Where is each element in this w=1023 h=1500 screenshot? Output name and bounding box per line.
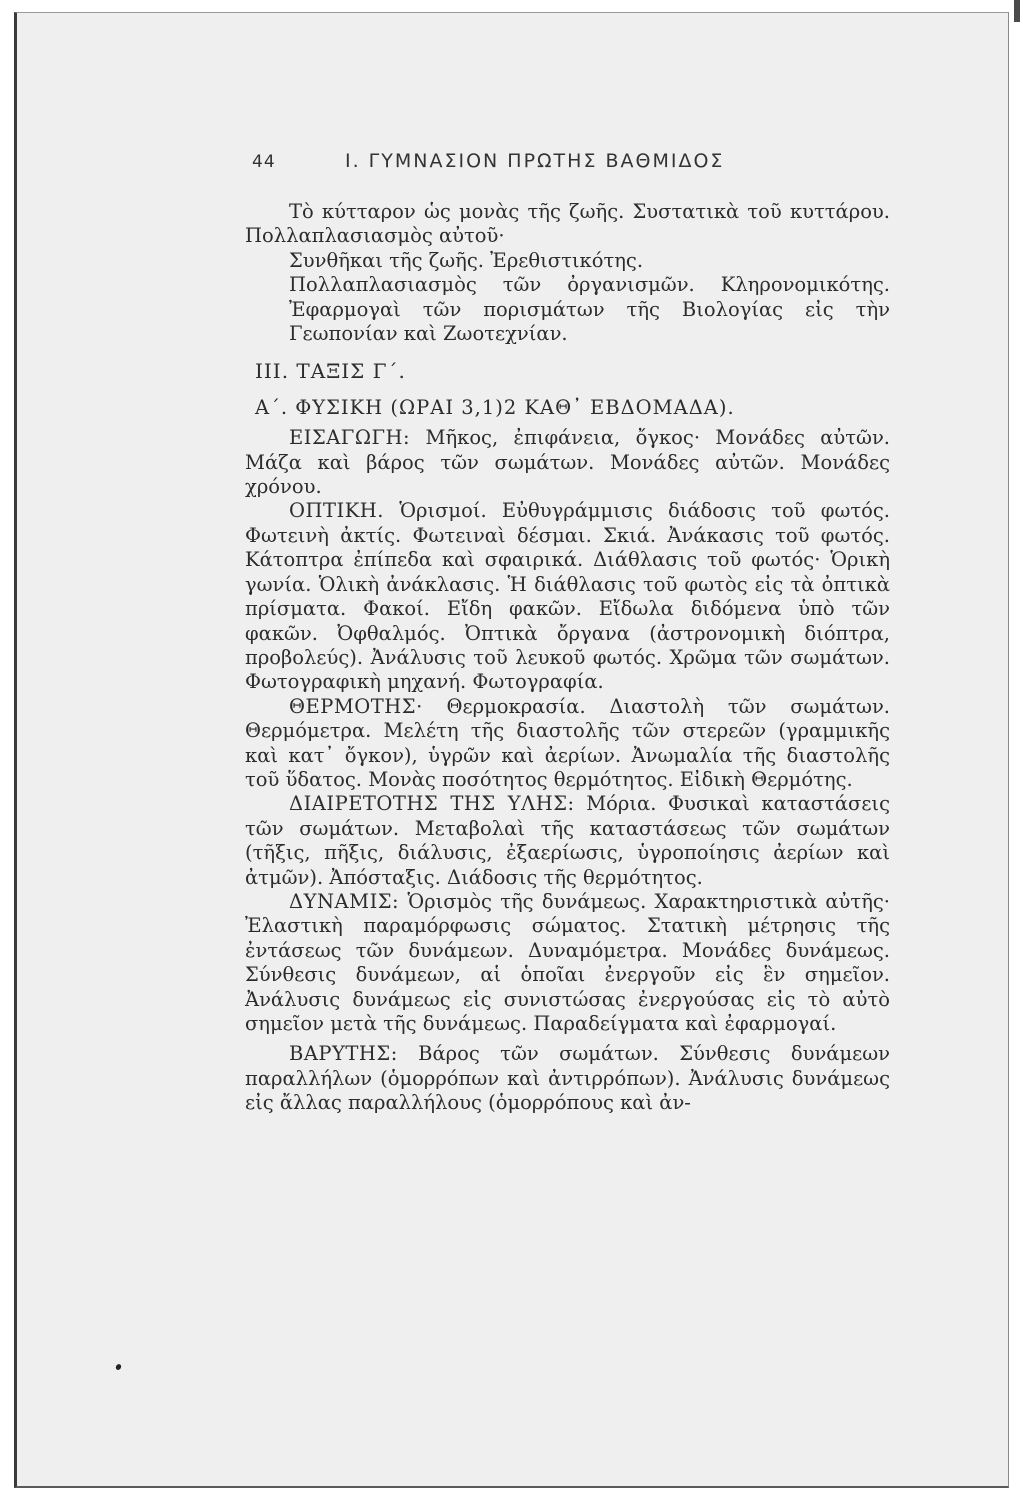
intro-paragraph xyxy=(245,273,890,346)
section-text: Ὁρισμὸς τῆς δυνάμεως. Χαρακτηριστικὰ αὐτῆς· Ἐλαστικὴ παραμόρφωσις σώματος. Στατικὴ μέτρησις τῆς ἐντάσεως τῶν δυνάμεων. Δυναμόμετρα. Μονάδες δυνάμεως. Σύνθεσις δυνάμεων, αἱ ὁποῖαι ἐνεργοῦν εἰς ἓν σημεῖον. Ἀνάλυσις δυνάμεως εἰς συνιστώσας ἐνεργούσας εἰς τὸ αὐτὸ σημεῖον μετὰ τῆς δυνάμεως. Παραδείγματα καὶ ἐφαρμογαί. xyxy=(245,889,890,1035)
section-text: Βάρος τῶν σωμάτων. Σύνθεσις δυνάμεων παραλλήλων (ὁμορρόπων καὶ ἀντιρρόπων). Ἀνάλυσις δυνάμεως εἰς ἄλλας παραλλήλους (ὁμορρόπους καὶ ἀν- xyxy=(245,1042,891,1115)
subject-heading: Α΄. ΦΥΣΙΚΗ (ΩΡΑΙ 3,1)2 ΚΑΘ᾿ ΕΒΔΟΜΑΔΑ). xyxy=(255,395,735,419)
section-title: ΟΠΤΙΚΗ. xyxy=(289,499,384,523)
page-number: 44 xyxy=(252,152,276,172)
intro-paragraph: Τὸ κύτταρον ὡς μονὰς τῆς ζωῆς. Συστατικὰ τοῦ κυττάρου. Πολλαπλασιασμὸς αὐτοῦ· xyxy=(245,200,890,248)
section-title: ΔΙΑΙΡΕΤΟΤΗΣ ΤΗΣ ΥΛΗΣ: xyxy=(289,792,575,816)
section-text: Ὁρισμοί. Εὐθυγράμμισις διάδοσις τοῦ φωτός. Φωτεινὴ ἀκτίς. Φωτειναὶ δέσμαι. Σκιά. Ἀνάκασις τοῦ φωτός. Κάτοπτρα ἐπίπεδα καὶ σφαιρικά. Διάθλασις τοῦ φωτός· Ὁρικὴ γωνία. Ὁλικὴ ἀνάκλασις. Ἡ διάθλασις τοῦ φωτὸς εἰς τὰ ὀπτικὰ πρίσματα. Φακοί. Εἴδη φακῶν. Εἴδωλα διδόμενα ὑπὸ τῶν φακῶν. Ὀφθαλμός. Ὀπτικὰ ὄργανα (ἀστρονομικὴ διόπτρα, προβολεύς). Ἀνάλυσις τοῦ λευκοῦ φωτός. Χρῶμα τῶν σωμάτων. Φωτογραφικὴ μηχανή. Φωτογραφία. xyxy=(245,499,890,694)
section-text: Θερμοκρασία. Διαστολὴ τῶν σωμάτων. Θερμόμετρα. Μελέτη τῆς διαστολῆς τῶν στερεῶν (γραμμικῆς καὶ κατ᾿ ὄγκον), ὑγρῶν καὶ ἀερίων. Ἀνωμαλία τῆς διαστολῆς τοῦ ὕδατος. Μονὰς ποσότητος θερμότητος. Εἰδικὴ Θερμότης. xyxy=(245,694,890,791)
section-title: ΘΕΡΜΟΤΗΣ· xyxy=(289,694,423,718)
section-thermotis xyxy=(245,695,890,793)
scan-edge-mark xyxy=(1014,0,1020,22)
section-text: Μῆκος, ἐπιφάνεια, ὄγκος· Μονάδες αὐτῶν. Μάζα καὶ βάρος τῶν σωμάτων. Μονάδες αὐτῶν. Μονάδες χρόνου. xyxy=(245,426,891,499)
section-title: ΒΑΡΥΤΗΣ: xyxy=(289,1042,398,1066)
section-text: Μόρια. Φυσικαὶ καταστάσεις τῶν σωμάτων. Μεταβολαὶ τῆς καταστάσεως τῶν σωμάτων (τῆξις, πῆξις, διάλυσις, ἐξαερίωσις, ὑγροποίησις ἀερίων καὶ ἀτμῶν). Ἀπόσταξις. Διάδοσις τῆς θερμότητος. xyxy=(245,792,890,889)
section-dynamis xyxy=(245,890,890,1036)
section-eisagogi xyxy=(245,426,890,499)
intro-paragraph: Συνθῆκαι τῆς ζωῆς. Ἐρεθιστικότης. xyxy=(289,248,644,272)
section-varytis xyxy=(245,1042,890,1115)
body-text xyxy=(245,200,890,1116)
section-optiki xyxy=(245,499,890,694)
section-title: ΔΥΝΑΜΙΣ: xyxy=(289,889,400,913)
section-diairetotis xyxy=(245,792,890,890)
section-title: ΕΙΣΑΓΩΓΗ: xyxy=(289,426,411,450)
running-head: I. ΓΥΜΝΑΣΙΟΝ ΠΡΩΤΗΣ ΒΑΘΜΙΔΟΣ xyxy=(345,150,725,172)
intro-text: Πολλαπλασιασμὸς τῶν ὀργανισμῶν. Κληρονομικότης. Ἐφαρμογαὶ τῶν πορισμάτων τῆς Βιολογίας εἰς τὴν Γεωπονίαν καὶ Ζωοτεχνίαν. xyxy=(289,273,890,346)
class-heading: III. ΤΑΞΙΣ Γ΄. xyxy=(255,359,406,384)
